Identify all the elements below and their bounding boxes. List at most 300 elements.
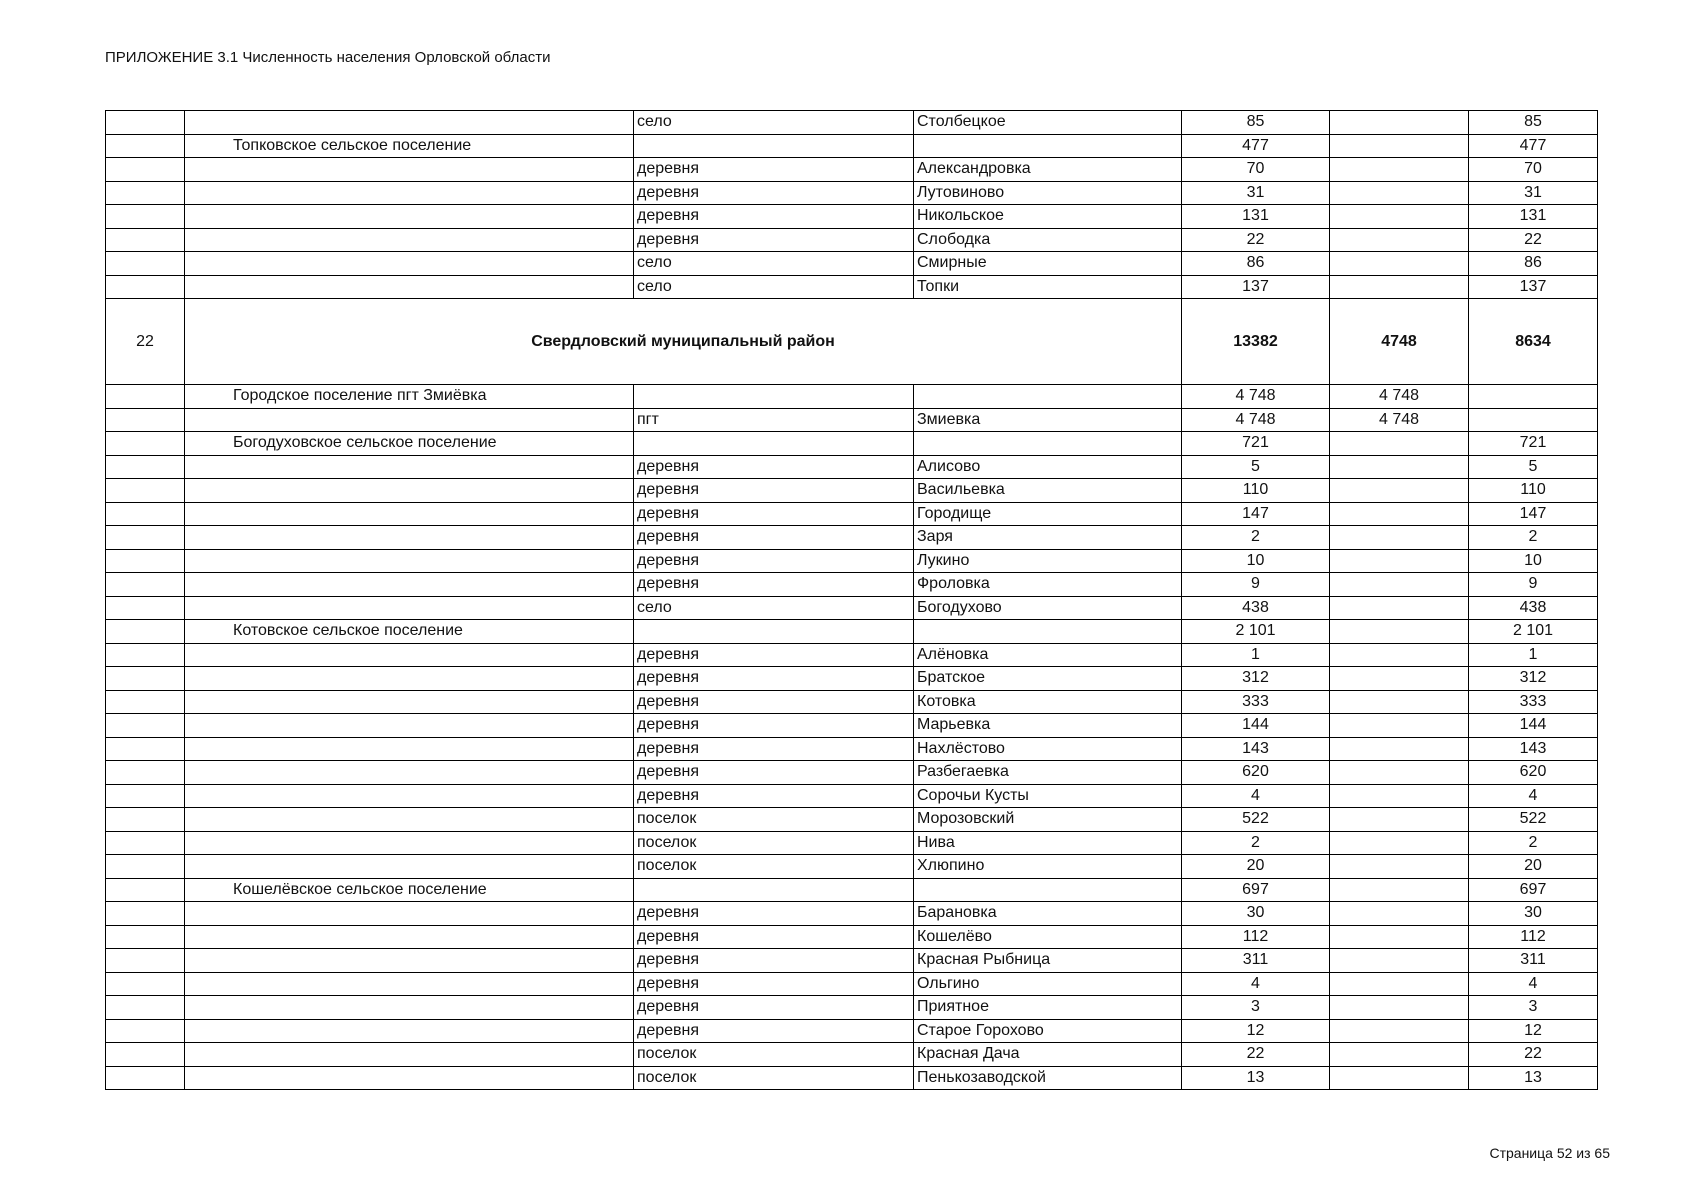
settlement-name-cell: [185, 205, 634, 229]
locality-name-cell: Котовка: [914, 690, 1182, 714]
kind-cell: деревня: [634, 949, 914, 973]
number-cell: [106, 158, 185, 182]
urban-cell: [1330, 690, 1469, 714]
kind-cell: деревня: [634, 996, 914, 1020]
locality-name-cell: Сорочьи Кусты: [914, 784, 1182, 808]
settlement-name-cell: Топковское сельское поселение: [185, 134, 634, 158]
settlement-row: [106, 878, 1598, 902]
total-cell: 3: [1182, 996, 1330, 1020]
urban-cell: [1330, 972, 1469, 996]
rural-cell: [1469, 408, 1598, 432]
total-cell: 10: [1182, 549, 1330, 573]
locality-name-cell: Красная Рыбница: [914, 949, 1182, 973]
total-cell: 131: [1182, 205, 1330, 229]
kind-cell: деревня: [634, 181, 914, 205]
rural-cell: 2: [1469, 526, 1598, 550]
settlement-name-cell: [185, 526, 634, 550]
kind-cell: поселок: [634, 1043, 914, 1067]
rural-cell: 110: [1469, 479, 1598, 503]
locality-name-cell: Богодухово: [914, 596, 1182, 620]
kind-cell: деревня: [634, 1019, 914, 1043]
kind-cell: поселок: [634, 808, 914, 832]
number-cell: [106, 620, 185, 644]
locality-name-cell: Александровка: [914, 158, 1182, 182]
number-cell: [106, 181, 185, 205]
urban-cell: [1330, 502, 1469, 526]
rural-cell: 477: [1469, 134, 1598, 158]
locality-row: [106, 925, 1598, 949]
locality-row: [106, 111, 1598, 135]
total-cell: 137: [1182, 275, 1330, 299]
total-cell: 22: [1182, 228, 1330, 252]
locality-row: [106, 667, 1598, 691]
settlement-name-cell: [185, 181, 634, 205]
number-cell: [106, 643, 185, 667]
rural-cell: 22: [1469, 1043, 1598, 1067]
settlement-name-cell: Богодуховское сельское поселение: [185, 432, 634, 456]
settlement-name-cell: [185, 737, 634, 761]
page-number: Страница 52 из 65: [1489, 1145, 1610, 1161]
locality-name-cell: Старое Горохово: [914, 1019, 1182, 1043]
number-cell: [106, 902, 185, 926]
total-cell: 311: [1182, 949, 1330, 973]
district-row: [106, 299, 1598, 385]
kind-cell: деревня: [634, 690, 914, 714]
locality-name-cell: Приятное: [914, 996, 1182, 1020]
urban-cell: [1330, 808, 1469, 832]
rural-cell: 721: [1469, 432, 1598, 456]
settlement-name-cell: [185, 549, 634, 573]
number-cell: [106, 878, 185, 902]
kind-cell: [634, 878, 914, 902]
number-cell: [106, 714, 185, 738]
urban-cell: [1330, 714, 1469, 738]
urban-cell: [1330, 549, 1469, 573]
settlement-name-cell: [185, 996, 634, 1020]
number-cell: [106, 573, 185, 597]
kind-cell: деревня: [634, 158, 914, 182]
urban-cell: [1330, 784, 1469, 808]
kind-cell: деревня: [634, 643, 914, 667]
settlement-name-cell: [185, 808, 634, 832]
total-cell: 9: [1182, 573, 1330, 597]
rural-cell: 86: [1469, 252, 1598, 276]
settlement-name-cell: [185, 1066, 634, 1090]
number-cell: [106, 784, 185, 808]
settlement-row: [106, 385, 1598, 409]
locality-name-cell: Змиевка: [914, 408, 1182, 432]
locality-row: [106, 479, 1598, 503]
total-cell: 30: [1182, 902, 1330, 926]
settlement-name-cell: [185, 252, 634, 276]
rural-cell: 2 101: [1469, 620, 1598, 644]
number-cell: [106, 111, 185, 135]
urban-cell: [1330, 949, 1469, 973]
settlement-name-cell: Кошелёвское сельское поселение: [185, 878, 634, 902]
settlement-name-cell: [185, 455, 634, 479]
total-cell: 20: [1182, 855, 1330, 879]
total-cell: 31: [1182, 181, 1330, 205]
settlement-name-cell: Городское поселение пгт Змиёвка: [185, 385, 634, 409]
urban-cell: [1330, 228, 1469, 252]
kind-cell: деревня: [634, 549, 914, 573]
total-cell: 85: [1182, 111, 1330, 135]
total-cell: 110: [1182, 479, 1330, 503]
urban-cell: [1330, 479, 1469, 503]
urban-cell: [1330, 526, 1469, 550]
locality-row: [106, 972, 1598, 996]
kind-cell: [634, 432, 914, 456]
locality-row: [106, 855, 1598, 879]
settlement-name-cell: [185, 502, 634, 526]
rural-cell: 4: [1469, 972, 1598, 996]
kind-cell: село: [634, 252, 914, 276]
urban-cell: 4748: [1330, 299, 1469, 385]
urban-cell: [1330, 181, 1469, 205]
settlement-name-cell: [185, 228, 634, 252]
locality-name-cell: Барановка: [914, 902, 1182, 926]
urban-cell: [1330, 925, 1469, 949]
locality-row: [106, 526, 1598, 550]
urban-cell: [1330, 620, 1469, 644]
district-number-cell: 22: [106, 299, 185, 385]
urban-cell: [1330, 158, 1469, 182]
rural-cell: 22: [1469, 228, 1598, 252]
rural-cell: 8634: [1469, 299, 1598, 385]
kind-cell: деревня: [634, 573, 914, 597]
settlement-name-cell: [185, 784, 634, 808]
kind-cell: деревня: [634, 714, 914, 738]
settlement-name-cell: [185, 479, 634, 503]
number-cell: [106, 275, 185, 299]
locality-name-cell: Заря: [914, 526, 1182, 550]
number-cell: [106, 855, 185, 879]
rural-cell: 85: [1469, 111, 1598, 135]
total-cell: 4: [1182, 784, 1330, 808]
locality-row: [106, 831, 1598, 855]
urban-cell: [1330, 205, 1469, 229]
urban-cell: [1330, 878, 1469, 902]
number-cell: [106, 408, 185, 432]
kind-cell: [634, 385, 914, 409]
settlement-name-cell: [185, 667, 634, 691]
number-cell: [106, 972, 185, 996]
rural-cell: [1469, 385, 1598, 409]
locality-row: [106, 252, 1598, 276]
locality-name-cell: Алисово: [914, 455, 1182, 479]
locality-name-cell: Марьевка: [914, 714, 1182, 738]
total-cell: 522: [1182, 808, 1330, 832]
locality-row: [106, 784, 1598, 808]
urban-cell: [1330, 831, 1469, 855]
number-cell: [106, 228, 185, 252]
number-cell: [106, 252, 185, 276]
urban-cell: [1330, 596, 1469, 620]
locality-row: [106, 181, 1598, 205]
kind-cell: деревня: [634, 228, 914, 252]
kind-cell: пгт: [634, 408, 914, 432]
number-cell: [106, 1019, 185, 1043]
district-name-cell: Свердловский муниципальный район: [185, 299, 1182, 385]
locality-row: [106, 228, 1598, 252]
urban-cell: 4 748: [1330, 408, 1469, 432]
settlement-name-cell: [185, 158, 634, 182]
total-cell: 5: [1182, 455, 1330, 479]
locality-name-cell: Лутовиново: [914, 181, 1182, 205]
page-title: ПРИЛОЖЕНИЕ 3.1 Численность населения Орловской области: [105, 49, 551, 66]
number-cell: [106, 205, 185, 229]
kind-cell: село: [634, 596, 914, 620]
rural-cell: 3: [1469, 996, 1598, 1020]
locality-row: [106, 549, 1598, 573]
locality-row: [106, 205, 1598, 229]
total-cell: 12: [1182, 1019, 1330, 1043]
number-cell: [106, 690, 185, 714]
number-cell: [106, 502, 185, 526]
kind-cell: поселок: [634, 831, 914, 855]
total-cell: 312: [1182, 667, 1330, 691]
locality-row: [106, 455, 1598, 479]
kind-cell: деревня: [634, 902, 914, 926]
rural-cell: 4: [1469, 784, 1598, 808]
kind-cell: деревня: [634, 737, 914, 761]
total-cell: 2: [1182, 526, 1330, 550]
population-table-body: [106, 111, 1598, 1090]
total-cell: 4 748: [1182, 408, 1330, 432]
urban-cell: [1330, 455, 1469, 479]
locality-row: [106, 1066, 1598, 1090]
rural-cell: 2: [1469, 831, 1598, 855]
rural-cell: 312: [1469, 667, 1598, 691]
settlement-name-cell: [185, 902, 634, 926]
locality-name-cell: [914, 385, 1182, 409]
locality-row: [106, 761, 1598, 785]
settlement-name-cell: Котовское сельское поселение: [185, 620, 634, 644]
locality-row: [106, 1043, 1598, 1067]
rural-cell: 30: [1469, 902, 1598, 926]
number-cell: [106, 996, 185, 1020]
number-cell: [106, 831, 185, 855]
locality-name-cell: Нахлёстово: [914, 737, 1182, 761]
locality-name-cell: Нива: [914, 831, 1182, 855]
rural-cell: 137: [1469, 275, 1598, 299]
locality-row: [106, 996, 1598, 1020]
rural-cell: 1: [1469, 643, 1598, 667]
kind-cell: деревня: [634, 784, 914, 808]
kind-cell: деревня: [634, 455, 914, 479]
urban-cell: [1330, 1019, 1469, 1043]
locality-name-cell: [914, 620, 1182, 644]
rural-cell: 333: [1469, 690, 1598, 714]
settlement-name-cell: [185, 925, 634, 949]
total-cell: 4: [1182, 972, 1330, 996]
kind-cell: деревня: [634, 502, 914, 526]
locality-name-cell: Красная Дача: [914, 1043, 1182, 1067]
urban-cell: [1330, 667, 1469, 691]
number-cell: [106, 808, 185, 832]
settlement-name-cell: [185, 855, 634, 879]
urban-cell: [1330, 134, 1469, 158]
settlement-name-cell: [185, 573, 634, 597]
locality-name-cell: Алёновка: [914, 643, 1182, 667]
settlement-row: [106, 432, 1598, 456]
number-cell: [106, 737, 185, 761]
locality-row: [106, 949, 1598, 973]
urban-cell: [1330, 761, 1469, 785]
number-cell: [106, 385, 185, 409]
locality-row: [106, 643, 1598, 667]
settlement-name-cell: [185, 690, 634, 714]
locality-name-cell: [914, 878, 1182, 902]
locality-row: [106, 690, 1598, 714]
settlement-name-cell: [185, 761, 634, 785]
kind-cell: деревня: [634, 526, 914, 550]
total-cell: 143: [1182, 737, 1330, 761]
rural-cell: 31: [1469, 181, 1598, 205]
total-cell: 147: [1182, 502, 1330, 526]
settlement-name-cell: [185, 111, 634, 135]
rural-cell: 9: [1469, 573, 1598, 597]
urban-cell: [1330, 855, 1469, 879]
locality-name-cell: Хлюпино: [914, 855, 1182, 879]
kind-cell: поселок: [634, 1066, 914, 1090]
locality-name-cell: Лукино: [914, 549, 1182, 573]
kind-cell: село: [634, 111, 914, 135]
total-cell: 697: [1182, 878, 1330, 902]
urban-cell: [1330, 996, 1469, 1020]
locality-name-cell: Кошелёво: [914, 925, 1182, 949]
locality-name-cell: Топки: [914, 275, 1182, 299]
kind-cell: деревня: [634, 667, 914, 691]
rural-cell: 438: [1469, 596, 1598, 620]
settlement-name-cell: [185, 972, 634, 996]
urban-cell: [1330, 573, 1469, 597]
locality-name-cell: Городище: [914, 502, 1182, 526]
rural-cell: 13: [1469, 1066, 1598, 1090]
rural-cell: 131: [1469, 205, 1598, 229]
kind-cell: деревня: [634, 925, 914, 949]
locality-row: [106, 573, 1598, 597]
locality-name-cell: Ольгино: [914, 972, 1182, 996]
locality-name-cell: Смирные: [914, 252, 1182, 276]
kind-cell: деревня: [634, 205, 914, 229]
locality-row: [106, 596, 1598, 620]
urban-cell: [1330, 902, 1469, 926]
number-cell: [106, 667, 185, 691]
settlement-name-cell: [185, 1019, 634, 1043]
rural-cell: 620: [1469, 761, 1598, 785]
settlement-name-cell: [185, 275, 634, 299]
total-cell: 333: [1182, 690, 1330, 714]
total-cell: 438: [1182, 596, 1330, 620]
total-cell: 2 101: [1182, 620, 1330, 644]
urban-cell: [1330, 275, 1469, 299]
rural-cell: 311: [1469, 949, 1598, 973]
total-cell: 86: [1182, 252, 1330, 276]
urban-cell: 4 748: [1330, 385, 1469, 409]
locality-name-cell: Фроловка: [914, 573, 1182, 597]
settlement-name-cell: [185, 596, 634, 620]
locality-name-cell: Васильевка: [914, 479, 1182, 503]
rural-cell: 70: [1469, 158, 1598, 182]
settlement-name-cell: [185, 949, 634, 973]
total-cell: 22: [1182, 1043, 1330, 1067]
rural-cell: 12: [1469, 1019, 1598, 1043]
urban-cell: [1330, 643, 1469, 667]
urban-cell: [1330, 432, 1469, 456]
locality-name-cell: Столбецкое: [914, 111, 1182, 135]
kind-cell: [634, 620, 914, 644]
urban-cell: [1330, 1066, 1469, 1090]
total-cell: 13: [1182, 1066, 1330, 1090]
locality-row: [106, 408, 1598, 432]
rural-cell: 20: [1469, 855, 1598, 879]
rural-cell: 10: [1469, 549, 1598, 573]
locality-row: [106, 275, 1598, 299]
number-cell: [106, 761, 185, 785]
locality-name-cell: Морозовский: [914, 808, 1182, 832]
locality-name-cell: Слободка: [914, 228, 1182, 252]
total-cell: 620: [1182, 761, 1330, 785]
urban-cell: [1330, 1043, 1469, 1067]
number-cell: [106, 549, 185, 573]
locality-row: [106, 1019, 1598, 1043]
kind-cell: деревня: [634, 761, 914, 785]
number-cell: [106, 596, 185, 620]
kind-cell: деревня: [634, 479, 914, 503]
kind-cell: [634, 134, 914, 158]
rural-cell: 697: [1469, 878, 1598, 902]
total-cell: 2: [1182, 831, 1330, 855]
number-cell: [106, 1066, 185, 1090]
settlement-name-cell: [185, 408, 634, 432]
total-cell: 1: [1182, 643, 1330, 667]
locality-name-cell: Никольское: [914, 205, 1182, 229]
urban-cell: [1330, 737, 1469, 761]
number-cell: [106, 925, 185, 949]
total-cell: 70: [1182, 158, 1330, 182]
settlement-name-cell: [185, 643, 634, 667]
total-cell: 144: [1182, 714, 1330, 738]
locality-name-cell: [914, 134, 1182, 158]
total-cell: 721: [1182, 432, 1330, 456]
settlement-row: [106, 620, 1598, 644]
number-cell: [106, 949, 185, 973]
number-cell: [106, 134, 185, 158]
total-cell: 4 748: [1182, 385, 1330, 409]
locality-name-cell: [914, 432, 1182, 456]
kind-cell: деревня: [634, 972, 914, 996]
number-cell: [106, 432, 185, 456]
locality-row: [106, 502, 1598, 526]
rural-cell: 143: [1469, 737, 1598, 761]
number-cell: [106, 455, 185, 479]
total-cell: 112: [1182, 925, 1330, 949]
total-cell: 477: [1182, 134, 1330, 158]
kind-cell: поселок: [634, 855, 914, 879]
locality-name-cell: Разбегаевка: [914, 761, 1182, 785]
population-table: [105, 110, 1598, 1090]
locality-row: [106, 808, 1598, 832]
locality-row: [106, 737, 1598, 761]
settlement-name-cell: [185, 1043, 634, 1067]
settlement-name-cell: [185, 714, 634, 738]
locality-name-cell: Пенькозаводской: [914, 1066, 1182, 1090]
rural-cell: 147: [1469, 502, 1598, 526]
number-cell: [106, 1043, 185, 1067]
rural-cell: 522: [1469, 808, 1598, 832]
number-cell: [106, 526, 185, 550]
